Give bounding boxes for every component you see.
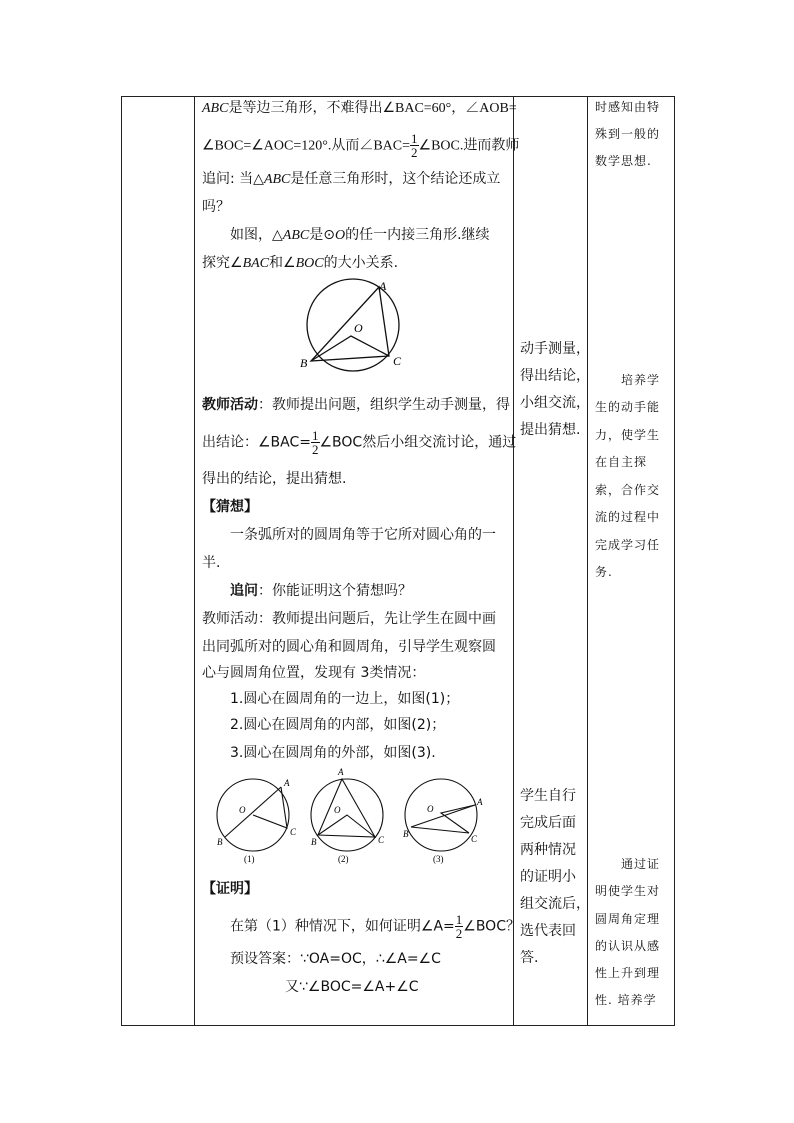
content-line-2: ∠BOC=∠AOC=120°.从而∠BAC= $\frac{1}{2}$ ∠BOC.进而教师 [202,131,520,160]
fig-caption-3: (3) [433,854,444,864]
lesson-table [121,96,675,1026]
content-line-6: 探究∠BAC和∠BOC的大小关系. [202,255,399,271]
fig-label-c: C [393,354,402,368]
fig-label-o: O [354,321,363,335]
activity1-line-2: 出结论：∠BAC= $\frac{1}{2}$ ∠BOC然后小组交流讨论，通过 [202,428,517,457]
guess-line-1: 一条弧所对的圆周角等于它所对圆心角的一 [230,527,496,543]
svg-text:A: A [338,767,344,777]
fig-label-b: B [300,356,308,370]
content-line-1: ABC是等边三角形，不难得出∠BAC=60°，∠AOB= [202,100,517,116]
fig-caption-1: (1) [244,854,255,864]
proof-title: 【证明】 [202,881,258,897]
proof-line-2: 预设答案：∵OA=OC，∴∠A=∠C [230,951,441,967]
content-column [195,97,520,1026]
svg-text:A: A [284,778,290,788]
svg-text:A: A [477,797,483,807]
intent-note-top: 时感知由特 [595,100,661,114]
student-note-1: 动手测量， [520,341,590,357]
guess-line-2: 半. [202,555,221,571]
svg-text:B: B [403,829,409,839]
svg-text:B: B [311,837,317,847]
proof-line-3: 又∵∠BOC=∠A+∠C [285,979,419,995]
design-intent-column: 时感知由特 殊到一般的 数学思想. 培养学 生的动手能 力，使学生 在自主探 索，合作交 流的过程中 完成学习任 务. 通过证 明使学生对 圆周角定理 的认识从感 性上升到理 性. 培养学 [588,97,675,1026]
content-line-4: 吗？ [202,199,230,215]
content-line-3: 追问: 当△ABC是任意三角形时，这个结论还成立 [202,171,501,187]
svg-text:O: O [427,804,434,814]
svg-text:C: C [471,834,478,844]
intent-note-mid: 培养学 [621,373,661,387]
case-3: 3.圆心在圆周角的外部，如图(3). [230,745,436,761]
activity2-line-2: 出同弧所对的圆心角和圆周角，引导学生观察圆 [202,639,496,655]
fraction-half: $\frac{1}{2}$ [312,428,319,457]
case-2: 2.圆心在圆周角的内部，如图(2)； [230,717,446,733]
svg-text:B: B [217,837,223,847]
case-1: 1.圆心在圆周角的一边上，如图(1)； [230,691,460,707]
student-note-2: 学生自行 [520,788,576,804]
fig-caption-2: (2) [338,854,349,864]
svg-text:O: O [334,805,341,815]
activity2-line-3: 心与圆周角位置，发现有 3类情况： [202,665,426,681]
activity1-line-1: 教师活动：教师提出问题，组织学生动手测量，得 [202,397,510,413]
fig-label-a: A [379,279,387,293]
fraction-half: $\frac{1}{2}$ [411,131,418,160]
fraction-half: $\frac{1}{2}$ [455,912,463,941]
guess-title: 【猜想】 [202,499,258,515]
activity2-line-1: 教师活动：教师提出问题后，先让学生在圆中画 [202,611,496,627]
intent-note-bottom: 通过证 [621,857,661,871]
three-cases-figure [207,765,497,869]
student-activity-column: 动手测量， 得出结论， 小组交流， 提出猜想. 学生自行 完成后面 两种情况 的证明小 组交流后， 选代表回 答. [514,97,588,1026]
phase-column [122,97,195,1026]
svg-text:O: O [239,805,246,815]
proof-line-1: 在第（1）种情况下，如何证明∠A= $\frac{1}{2}$ ∠BOC？ [230,912,520,941]
activity1-line-3: 得出的结论，提出猜想. [202,471,347,487]
inscribed-triangle-figure [299,277,419,377]
svg-text:C: C [290,827,297,837]
content-line-5: 如图，△ABC是⊙O的任一内接三角形.继续 [230,227,490,243]
ask-line: 追问：你能证明这个猜想吗？ [230,583,412,599]
svg-text:C: C [378,835,385,845]
